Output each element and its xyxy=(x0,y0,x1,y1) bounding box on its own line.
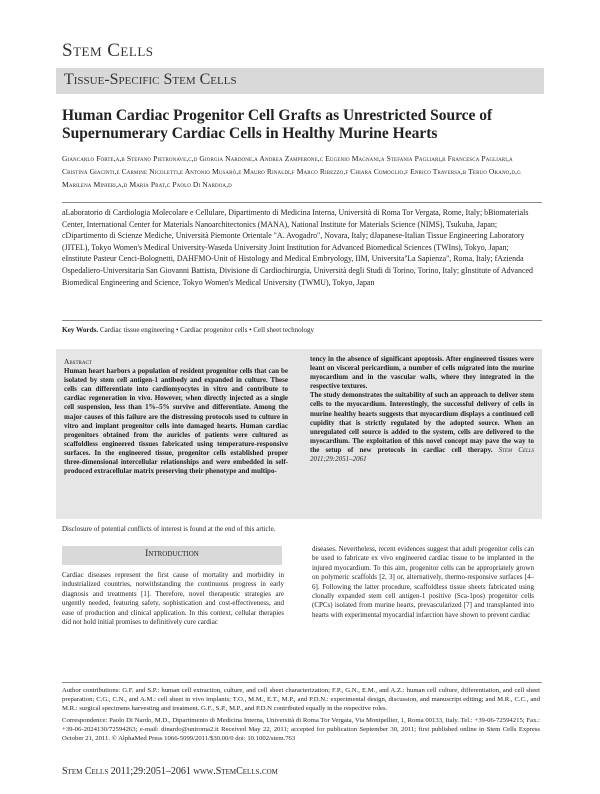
intro-left-column: Cardiac diseases represent the first cause of mortality and morbidity in industrialized countries, notwithstanding the continuous progress in early diagnosis and treatments [1]. Therefore, novel therapeutic strategies are urgently needed, featuring safety, sophistication and cost-effectiveness, and ease of production and clinical application. In this context, cellular therapies did not hold initial promises to definitively cure cardiac xyxy=(62,571,284,627)
keywords xyxy=(62,326,540,334)
intro-right-column: diseases. Nevertheless, recent evidences suggest that adult progenitor cells can be used to fabricate ex vivo engineered cardiac tissue to be implanted in the injured myocardium. To this aim, progenitor cells can be appropriately grown on polymeric scaffolds [2, 3] or, alternatively, thermo-responsive surfaces [4–6]. Following the latter procedure, scaffoldless tissue sheets fabricated using clonally expanded stem cell antigen-1 positive (Sca-1pos) progenitor cells (CPCs) isolated from murine hearts, prevascularized [7] and transplanted into hearts with experimental myocardial infarction have shown to prevent cardiac xyxy=(312,545,534,619)
journal-logo: Stem Cells xyxy=(62,40,154,61)
abstract-left-column xyxy=(64,357,288,476)
abstract-heading: Abstract xyxy=(64,357,92,366)
abstract-citation: Stem Cells 2011;29:2051–2061 xyxy=(310,445,534,464)
author-list: Giancarlo Forte,a,b Stefano Pietronave,c,d Giorgia Nardone,a Andrea Zamperone,c Eugenio Magnani,a Stefania Pagliari,b Francesca Pagliari,a Cristina Giacinti,e Carmine Nicoletti,e Antonio Musarò,e Mauro Rinaldi,f Marco Ribezzo,f Chiara Comoglio,f Enrico Traversa,b Teruo Okano,d,g Marilena Minieri,a,d Maria Prat,c Paolo Di Nardoa,d xyxy=(62,154,521,189)
page-footer: Stem Cells 2011;29:2051–2061 www.StemCells.com xyxy=(62,766,278,777)
disclosure-note: Disclosure of potential conflicts of interest is found at the end of this article. xyxy=(62,525,276,533)
divider xyxy=(62,682,542,683)
author-contributions: Author contributions: G.F. and S.P.: human cell extraction, culture, and cell sheet characterization; F.P., G.N., E.M., and A.Z.: human cell culture, differentiation, and cell sheet preparation; C.G., C.N., and A.M.: cell sheet in vivo implants; T.O., M.M., E.T., M.P., and P.D.N.: experimental design, discussion, and manuscript editing; and M.R., C.C., and M.R.: surgical specimens harvesting and treatment. G.F., S.P., M.P., and P.D.N contributed equally in the respective roles. xyxy=(62,687,540,712)
introduction-heading: Introduction xyxy=(145,549,199,559)
affiliations: aLaboratorio di Cardiologia Molecolare e Cellulare, Dipartimento di Medicina Interna, Università di Roma Tor Vergata, Rome, Italy; bBiomaterials Center, International Center for Materials Nanoarchitectonics (MANA), National Institute for Materials Science (NIMS), Tsukuba, Japan; cDipartimento di Scienze Mediche, Università Piemonte Orientale "A. Avogadro", Novara, Italy; dJapanese-Italian Tissue Engineering Laboratory (JITEL), Tokyo Women's Medical University-Waseda University Joint Institution for Advanced Biomedical Sciences (TWIns), Tokyo, Japan; eInstitute Pasteur Cenci-Bolognetti, DAHFMO-Unit of Histology and Medical Embryology, IIM, Universita''La Sapienza", Roma, Italy; fAzienda Ospedaliero-Universitaria San Giovanni Battista, Divisione di Cardiochirurgia, Università degli Studi di Torino, Torino, Italy; gInstitute of Advanced Biomedical Engineering and Science, Tokyo Women's Medical University (TWMU), Tokyo, Japan xyxy=(62,208,533,287)
footnotes xyxy=(62,686,540,746)
correspondence: Correspondence: Paolo Di Nardo, M.D., Dipartimento di Medicina Interna, Università di Roma Tor Vergata, Via Montpellier, 1, Roma 00133, Italy. Tel.: +39-06-72594215; Fax.: +39-06-2024130/72594263; e-mail: dinardo@uniroma2.it Received May 22, 2011; accepted for publication September 30, 2011; first published online in Stem Cells Express October 21, 2011. © AlphaMed Press 1066-5099/2011/$30.00/0 doi: 10.1002/stem.763 xyxy=(62,717,540,742)
introduction-banner xyxy=(62,546,282,565)
abstract-right-column xyxy=(310,355,534,464)
keywords-text: Cardiac tissue engineering • Cardiac progenitor cells • Cell sheet technology xyxy=(99,326,315,334)
keywords-label: Key Words. xyxy=(62,326,99,334)
abstract-text-left: Human heart harbors a population of resident progenitor cells that can be isolated by stem cell antigen-1 antibody and expanded in culture. These cells can differentiate into cardiomyocytes in vitro and contribute to cardiac regeneration in vivo. However, when directly injected as a single cell suspension, less than 1%–5% survive and differentiate. Among the major causes of this failure are the distressing protocols used to culture in vitro and implant progenitor cells into damaged hearts. Human cardiac progenitors obtained from the auricles of patients were cultured as scaffoldless engineered tissues fabricated using temperature-responsive surfaces. In the engineered tissue, progenitor cells established proper three-dimensional intercellular relationships and were embedded in self-produced extracellular matrix preserving their phenotype and multipo- xyxy=(64,367,288,476)
article-title: Human Cardiac Progenitor Cell Grafts as Unrestricted Source of Supernumerary Cardiac Cells in Healthy Murine Hearts xyxy=(62,107,493,142)
abstract-box xyxy=(56,349,542,519)
abstract-text-right: tency in the absence of significant apoptosis. After engineered tissues were leant on visceral pericardium, a number of cells migrated into the murine myocardium and in the vascular walls, where they integrated in the respective textures. The study demonstrates the suitability of such an approach to deliver stem cells to the myocardium. Interestingly, the successful delivery of cells in murine healthy hearts suggests that myocardium displays a continued cell cupidity that is strictly regulated by the adopted source. When an unregulated cell source is added to the system, cells are delivered to the myocardium. The exploitation of this novel concept may pave the way to the setup of new protocols in cardiac cell therapy. xyxy=(310,355,534,454)
divider xyxy=(62,320,542,321)
section-label: Tissue-Specific Stem Cells xyxy=(64,71,237,88)
divider xyxy=(62,202,542,203)
section-banner xyxy=(56,68,544,94)
